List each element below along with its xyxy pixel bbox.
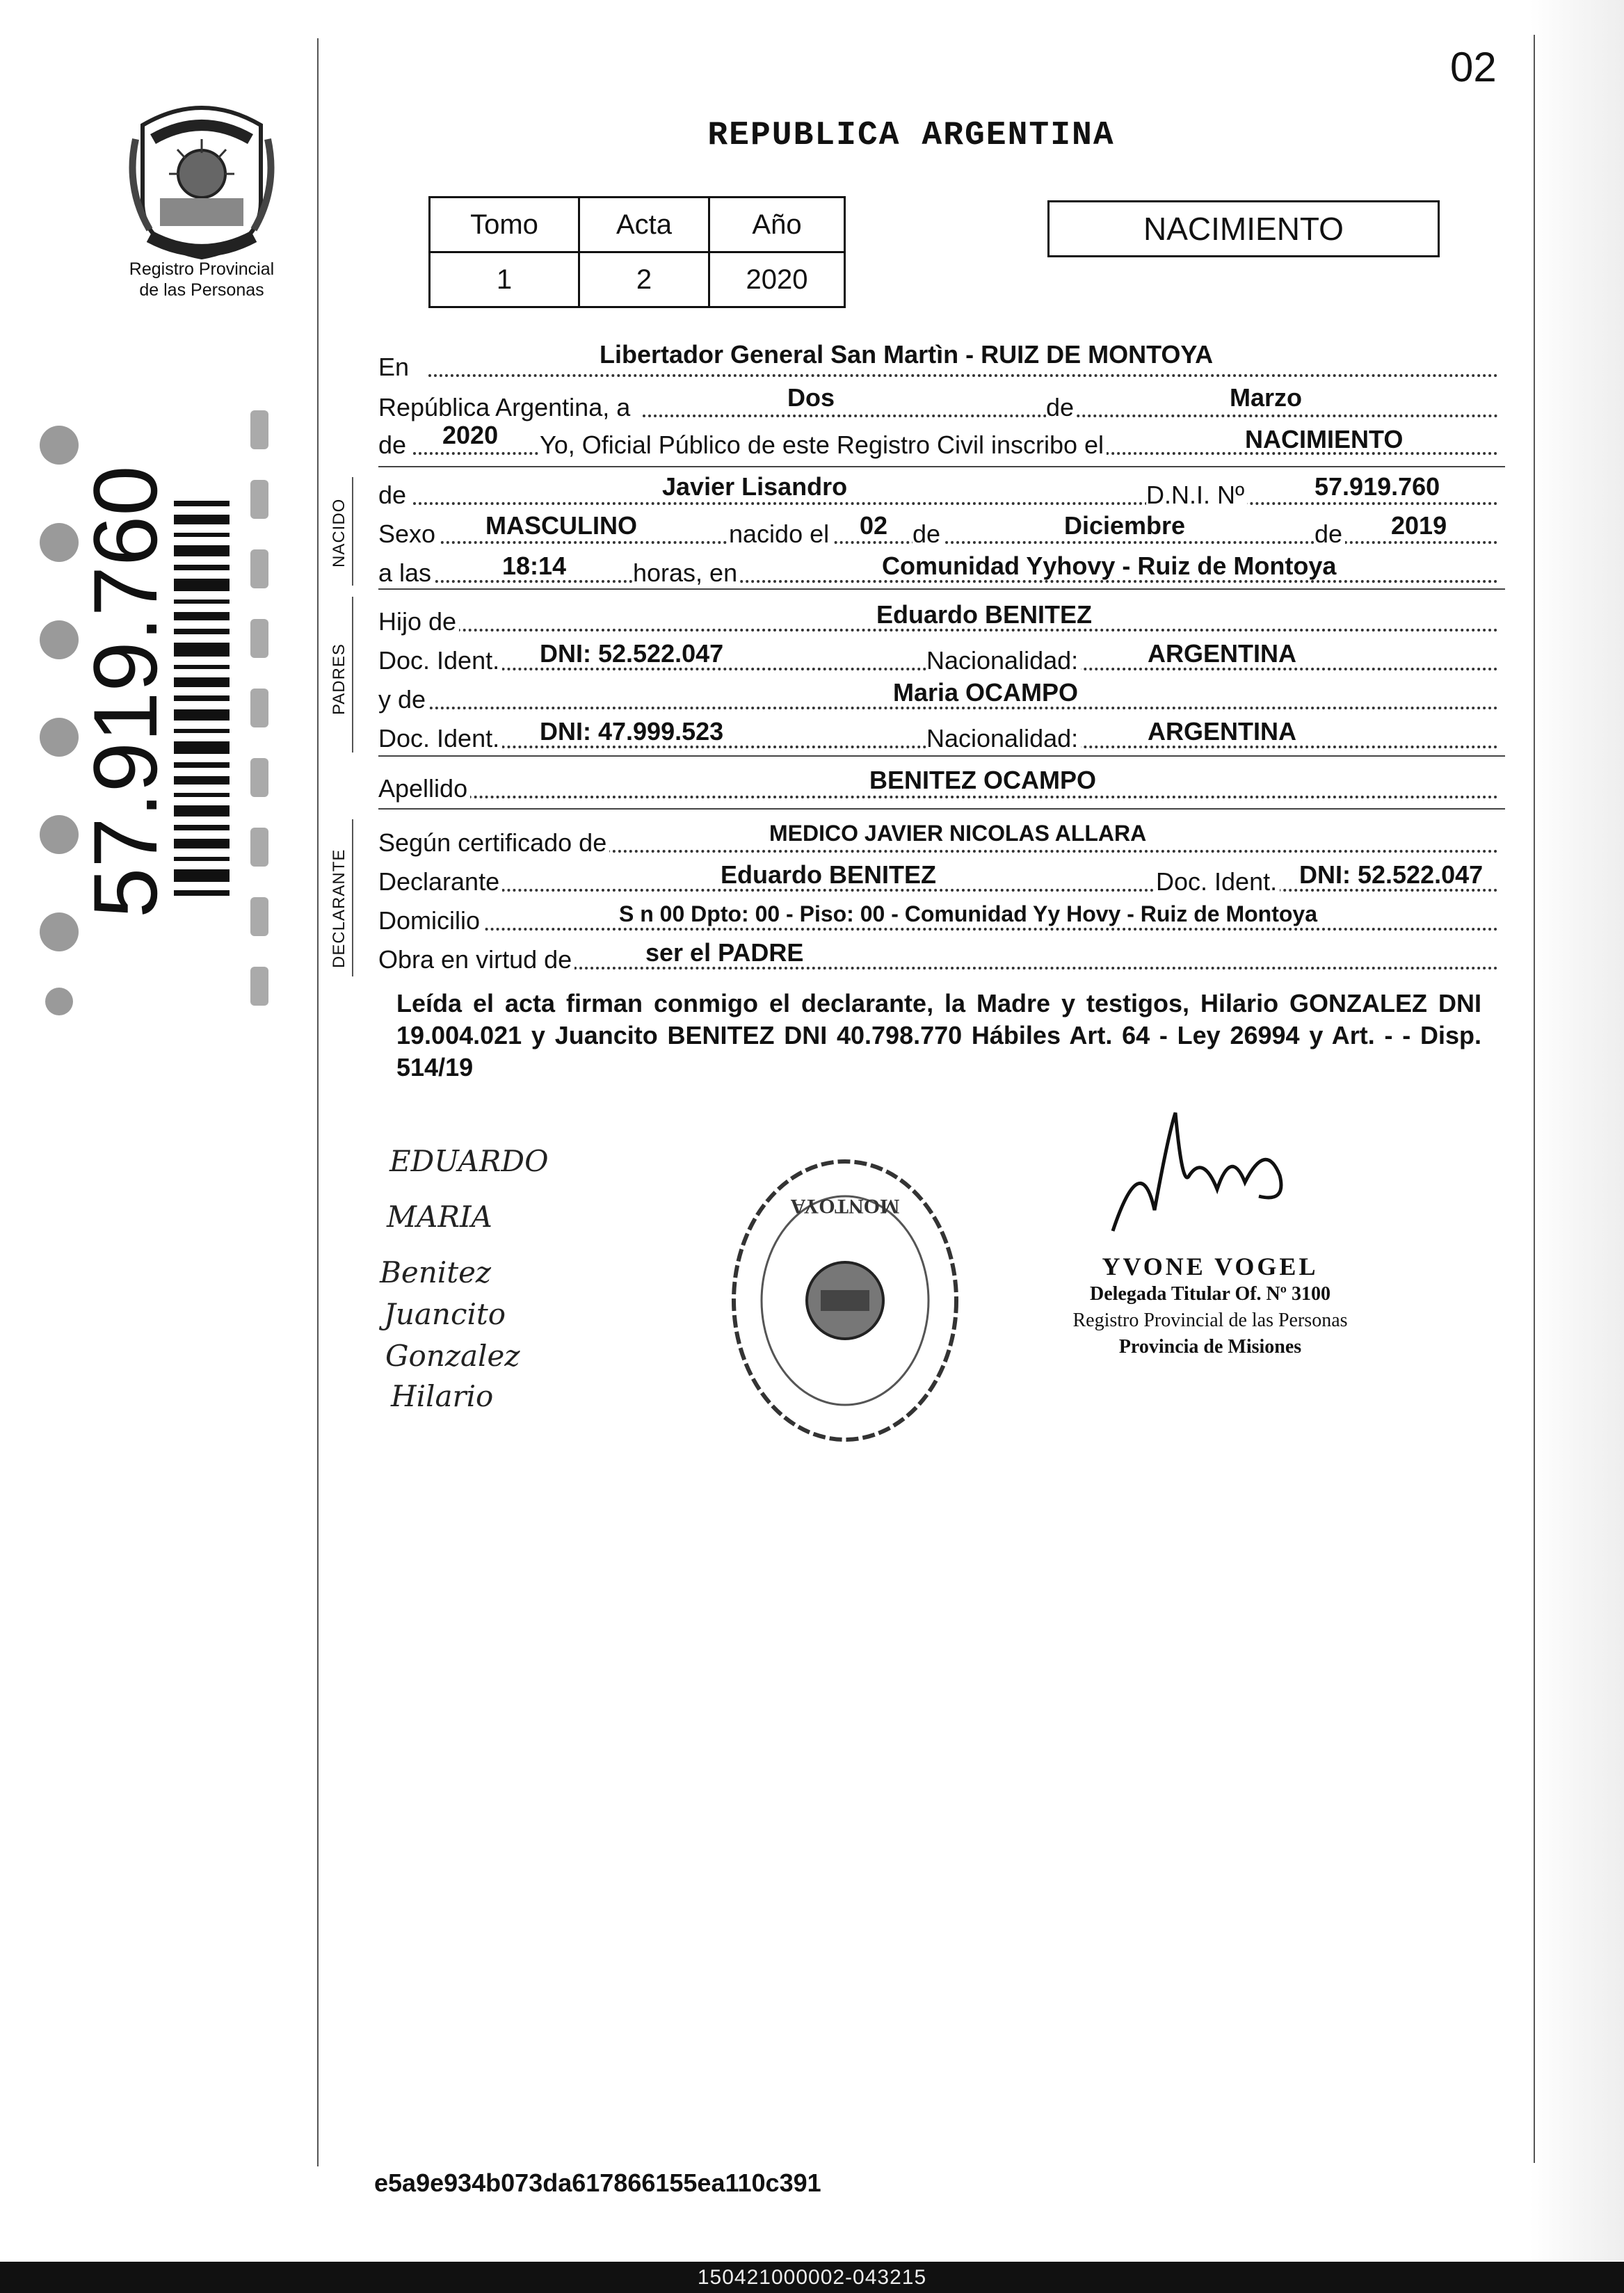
de3-label: de bbox=[1315, 520, 1345, 548]
separator bbox=[378, 588, 1505, 590]
oficial-text: Yo, Oficial Público de este Registro Civil inscribo el bbox=[540, 431, 1107, 459]
ydee-label: y de bbox=[378, 686, 428, 714]
alas-label: a las bbox=[378, 559, 434, 587]
father-name: Eduardo BENITEZ bbox=[876, 600, 1093, 629]
closing-statement: Leída el acta firman conmigo el declarante, la Madre y testigos, Hilario GONZALEZ DNI 19.004.021 y Juancito BENITEZ DNI 40.798.770 Hábiles Art. 64 - Ley 26994 y Art. - - Disp. 514/19 bbox=[396, 989, 1481, 1081]
official-title: Delegada Titular Of. Nº 3100 bbox=[1089, 1283, 1331, 1305]
security-strip bbox=[35, 403, 285, 1015]
obra-value: ser el PADRE bbox=[645, 938, 804, 967]
apellido-value: BENITEZ OCAMPO bbox=[869, 766, 1097, 794]
segun-value: MEDICO JAVIER NICOLAS ALLARA bbox=[769, 821, 1147, 846]
father-nat-label: Nacionalidad: bbox=[926, 647, 1081, 675]
separator bbox=[378, 466, 1505, 467]
handwritten-signature-eduardo: EDUARDO bbox=[389, 1144, 549, 1178]
en-value: Libertador General San Martìn - RUIZ DE MONTOYA bbox=[600, 340, 1214, 369]
row-en bbox=[378, 340, 1505, 381]
tomo-header: Tomo bbox=[430, 198, 579, 252]
row-apellido bbox=[378, 768, 1505, 803]
handwritten-signature-juancito: Juancito bbox=[384, 1297, 506, 1331]
decl-doc-value: DNI: 52.522.047 bbox=[1299, 860, 1484, 889]
row-ydee bbox=[378, 679, 1505, 714]
father-nat: ARGENTINA bbox=[1148, 639, 1296, 668]
section-label-padres: PADRES bbox=[330, 643, 348, 715]
section-rule-padres bbox=[352, 597, 353, 753]
record-table-value-row bbox=[430, 252, 845, 307]
document-hash: e5a9e934b073da617866155ea110c391 bbox=[374, 2169, 821, 2197]
section-rule-declarante bbox=[352, 819, 353, 976]
nacido-label: nacido el bbox=[729, 520, 832, 548]
de-label: de bbox=[1046, 394, 1077, 421]
dni-label: D.N.I. Nº bbox=[1146, 481, 1247, 509]
domicilio-value: S n 00 Dpto: 00 - Piso: 00 - Comunidad Yy Hovy - Ruiz de Montoya bbox=[619, 901, 1317, 926]
handwritten-signature-gonzalez: Gonzalez bbox=[385, 1339, 520, 1373]
row-hijo bbox=[378, 601, 1505, 636]
official-round-seal bbox=[723, 1148, 967, 1454]
anio-header: Año bbox=[709, 198, 845, 252]
segun-label: Según certificado de bbox=[378, 829, 609, 857]
page-edge-shadow bbox=[1530, 0, 1624, 2260]
row-republica bbox=[378, 383, 1505, 421]
decl-doc-label: Doc. Ident. bbox=[1156, 868, 1280, 896]
tomo-value: 1 bbox=[430, 252, 579, 307]
republica-label: República Argentina, a bbox=[378, 394, 633, 421]
name-label: de bbox=[378, 481, 409, 509]
dni-value: 57.919.760 bbox=[1315, 472, 1440, 501]
sexo-label: Sexo bbox=[378, 520, 438, 548]
round-seal-text: MONTOYA bbox=[790, 1195, 900, 1218]
domicilio-label: Domicilio bbox=[378, 907, 483, 935]
birth-month: Diciembre bbox=[1064, 511, 1186, 540]
acta-value: 2 bbox=[579, 252, 709, 307]
row-father-doc bbox=[378, 640, 1505, 675]
birth-day: 02 bbox=[860, 511, 888, 540]
footer-code-bar bbox=[0, 2262, 1624, 2293]
row-sexo bbox=[378, 513, 1505, 548]
mother-nat-label: Nacionalidad: bbox=[926, 725, 1081, 753]
record-table-header-row bbox=[430, 198, 845, 252]
row-year bbox=[378, 421, 1505, 459]
anio-value: 2020 bbox=[709, 252, 845, 307]
official-office: Registro Provincial de las Personas bbox=[1072, 1310, 1348, 1331]
declarante-value: Eduardo BENITEZ bbox=[721, 860, 937, 889]
row-obra bbox=[378, 939, 1505, 974]
row-segun bbox=[378, 822, 1505, 857]
row-mother-doc bbox=[378, 718, 1505, 753]
left-margin-rule bbox=[317, 38, 319, 2166]
sexo-value: MASCULINO bbox=[485, 511, 637, 540]
page-title: REPUBLICA ARGENTINA bbox=[707, 117, 1115, 154]
row-domicilio bbox=[378, 900, 1505, 935]
registry-caption-line-1: Registro Provincial bbox=[129, 259, 275, 279]
day-value: Dos bbox=[787, 383, 835, 412]
en-label: En bbox=[378, 353, 412, 381]
handwritten-signature-maria: MARIA bbox=[387, 1200, 492, 1234]
handwritten-signature-benitez: Benitez bbox=[380, 1255, 492, 1289]
birth-year: 2019 bbox=[1391, 511, 1447, 540]
registry-caption bbox=[90, 259, 313, 300]
father-doc-label: Doc. Ident. bbox=[378, 647, 502, 675]
row-alas bbox=[378, 552, 1505, 587]
horas-label: horas, en bbox=[633, 559, 740, 587]
birth-place: Comunidad Yyhovy - Ruiz de Montoya bbox=[882, 552, 1337, 580]
strip-dni-number: 57.919.760 bbox=[74, 465, 176, 918]
separator bbox=[378, 808, 1505, 810]
province-crest-logo bbox=[122, 97, 282, 264]
footer-code: 150421000002-043215 bbox=[697, 2265, 927, 2289]
section-rule-nacido bbox=[352, 477, 353, 586]
official-province: Provincia de Misiones bbox=[1118, 1336, 1302, 1358]
mother-doc-label: Doc. Ident. bbox=[378, 725, 502, 753]
record-number-table bbox=[428, 196, 846, 308]
right-margin-rule bbox=[1534, 35, 1535, 2163]
apellido-label: Apellido bbox=[378, 775, 470, 803]
mother-name: Maria OCAMPO bbox=[893, 678, 1079, 707]
father-doc: DNI: 52.522.047 bbox=[540, 639, 724, 668]
declarante-label: Declarante bbox=[378, 868, 502, 896]
mother-nat: ARGENTINA bbox=[1148, 717, 1296, 746]
month-value: Marzo bbox=[1230, 383, 1303, 412]
name-value: Javier Lisandro bbox=[662, 472, 848, 501]
official-stamp bbox=[1029, 1252, 1391, 1360]
record-type-box: NACIMIENTO bbox=[1047, 200, 1440, 257]
row-declarante bbox=[378, 861, 1505, 896]
registry-caption-line-2: de las Personas bbox=[139, 280, 264, 300]
year-value: 2020 bbox=[442, 421, 499, 449]
section-label-declarante: DECLARANTE bbox=[330, 848, 348, 968]
official-name: YVONE VOGEL bbox=[1102, 1253, 1319, 1280]
row-name bbox=[378, 474, 1505, 509]
section-label-nacido: NACIDO bbox=[330, 498, 348, 568]
acta-header: Acta bbox=[579, 198, 709, 252]
inscribe-value: NACIMIENTO bbox=[1245, 425, 1404, 453]
year-label: de bbox=[378, 431, 409, 459]
mother-doc: DNI: 47.999.523 bbox=[540, 717, 724, 746]
separator bbox=[378, 755, 1505, 757]
handwritten-signature-hilario: Hilario bbox=[391, 1379, 494, 1413]
de2-label: de bbox=[913, 520, 943, 548]
hijo-label: Hijo de bbox=[378, 608, 459, 636]
birth-time: 18:14 bbox=[502, 552, 567, 580]
official-signature bbox=[1099, 1106, 1321, 1252]
page-number: 02 bbox=[1450, 44, 1497, 90]
obra-label: Obra en virtud de bbox=[378, 946, 574, 974]
